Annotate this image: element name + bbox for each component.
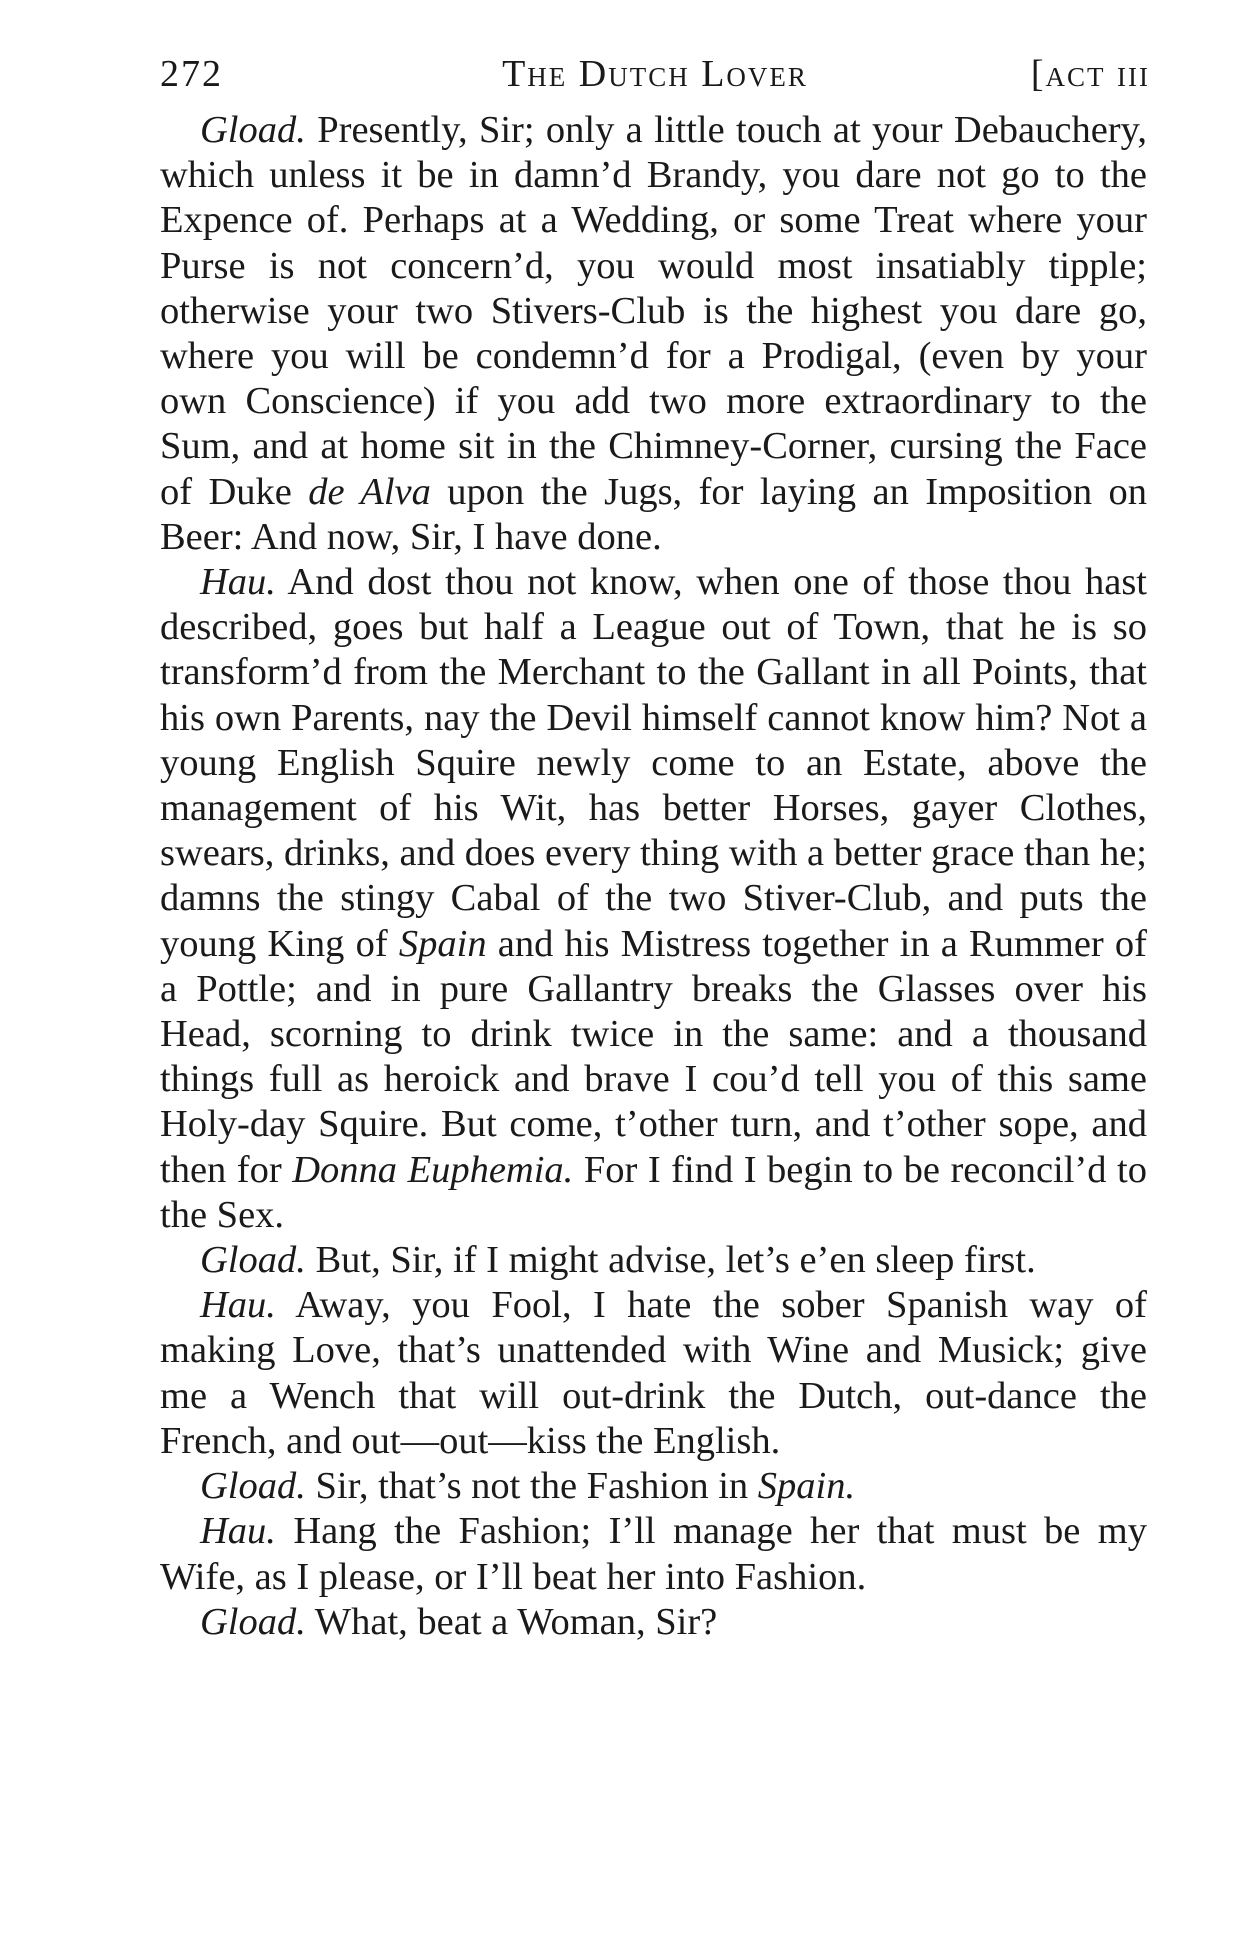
dialogue-line: For I find I begin to be reconcil’d to the Sex. bbox=[160, 1148, 1147, 1236]
dialogue-line: Hang the Fashion; I’ll manage her that must be my Wife, as I please, or I’ll beat her into Fashion. bbox=[160, 1510, 1147, 1598]
speaker-name: Gload. bbox=[200, 1600, 306, 1643]
act-label: [act iii bbox=[1030, 53, 1150, 95]
italic-phrase: Spain. bbox=[757, 1465, 856, 1508]
running-title: The Dutch Lover bbox=[502, 53, 808, 95]
running-header bbox=[160, 52, 1150, 102]
dialogue-text bbox=[160, 108, 1147, 1645]
dialogue-line: And dost thou not know, when one of those thou hast described, goes but half a League out of Town, that he is so transform’d from the Merchant to the Gallant in all Points, that his own Parents, nay the Devil himself cannot know him? Not a young English Squire newly come to an Estate, above the management of his Wit, has better Horses, gayer Clothes, swears, drinks, and does every thing with a better grace than he; damns the stingy Cabal of the two Stiver-Club, and puts the young King of bbox=[160, 561, 1147, 965]
dialogue-paragraph bbox=[160, 1238, 1147, 1283]
dialogue-line: upon the Jugs, for laying an Imposition on Beer: And now, Sir, I have done. bbox=[160, 470, 1147, 558]
speaker-name: Gload. bbox=[200, 1239, 306, 1282]
dialogue-paragraph bbox=[160, 1509, 1147, 1599]
italic-phrase: Spain bbox=[398, 922, 487, 965]
dialogue-line: Presently, Sir; only a little touch at your Debauchery, which unless it be in damn’d Brandy, you dare not go to the Expence of. Perhaps at a Wedding, or some Treat where your Purse is not concern’d, you would most insatiably tipple; otherwise your two Stivers-Club is the highest you dare go, where you will be condemn’d for a Prodigal, (even by your own Conscience) if you add two more extraordinary to the Sum, and at home sit in the Chimney-Corner, cursing the Face of Duke bbox=[160, 109, 1147, 513]
speaker-name: Hau. bbox=[200, 1284, 276, 1327]
dialogue-paragraph bbox=[160, 1600, 1147, 1645]
dialogue-line: But, Sir, if I might advise, let’s e’en sleep first. bbox=[305, 1239, 1036, 1282]
dialogue-line: Away, you Fool, I hate the sober Spanish way of making Love, that’s unattended with Wine and Musick; give me a Wench that will out-drink the Dutch, out-dance the French, and out—out—kiss the English. bbox=[160, 1284, 1147, 1462]
speaker-name: Gload. bbox=[200, 109, 306, 151]
dialogue-line: and his Mistress together in a Rummer of a Pottle; and in pure Gallantry breaks the Glasses over his Head, scorning to drink twice in the same: and a thousand things full as heroick and brave I cou’d tell you of this same Holy-day Squire. But come, t’other turn, and t’other sope, and then for bbox=[160, 922, 1147, 1191]
page-number: 272 bbox=[160, 53, 223, 95]
dialogue-paragraph bbox=[160, 560, 1147, 1238]
dialogue-paragraph bbox=[160, 108, 1147, 560]
speaker-name: Hau. bbox=[200, 561, 276, 604]
speaker-name: Hau. bbox=[200, 1510, 276, 1553]
dialogue-line: What, beat a Woman, Sir? bbox=[305, 1600, 718, 1643]
italic-phrase: Donna Euphemia. bbox=[292, 1148, 574, 1191]
dialogue-line: Sir, that’s not the Fashion in bbox=[305, 1465, 758, 1508]
italic-phrase: de Alva bbox=[308, 470, 431, 513]
dialogue-paragraph bbox=[160, 1283, 1147, 1464]
speaker-name: Gload. bbox=[200, 1465, 306, 1508]
dialogue-paragraph bbox=[160, 1464, 1147, 1509]
